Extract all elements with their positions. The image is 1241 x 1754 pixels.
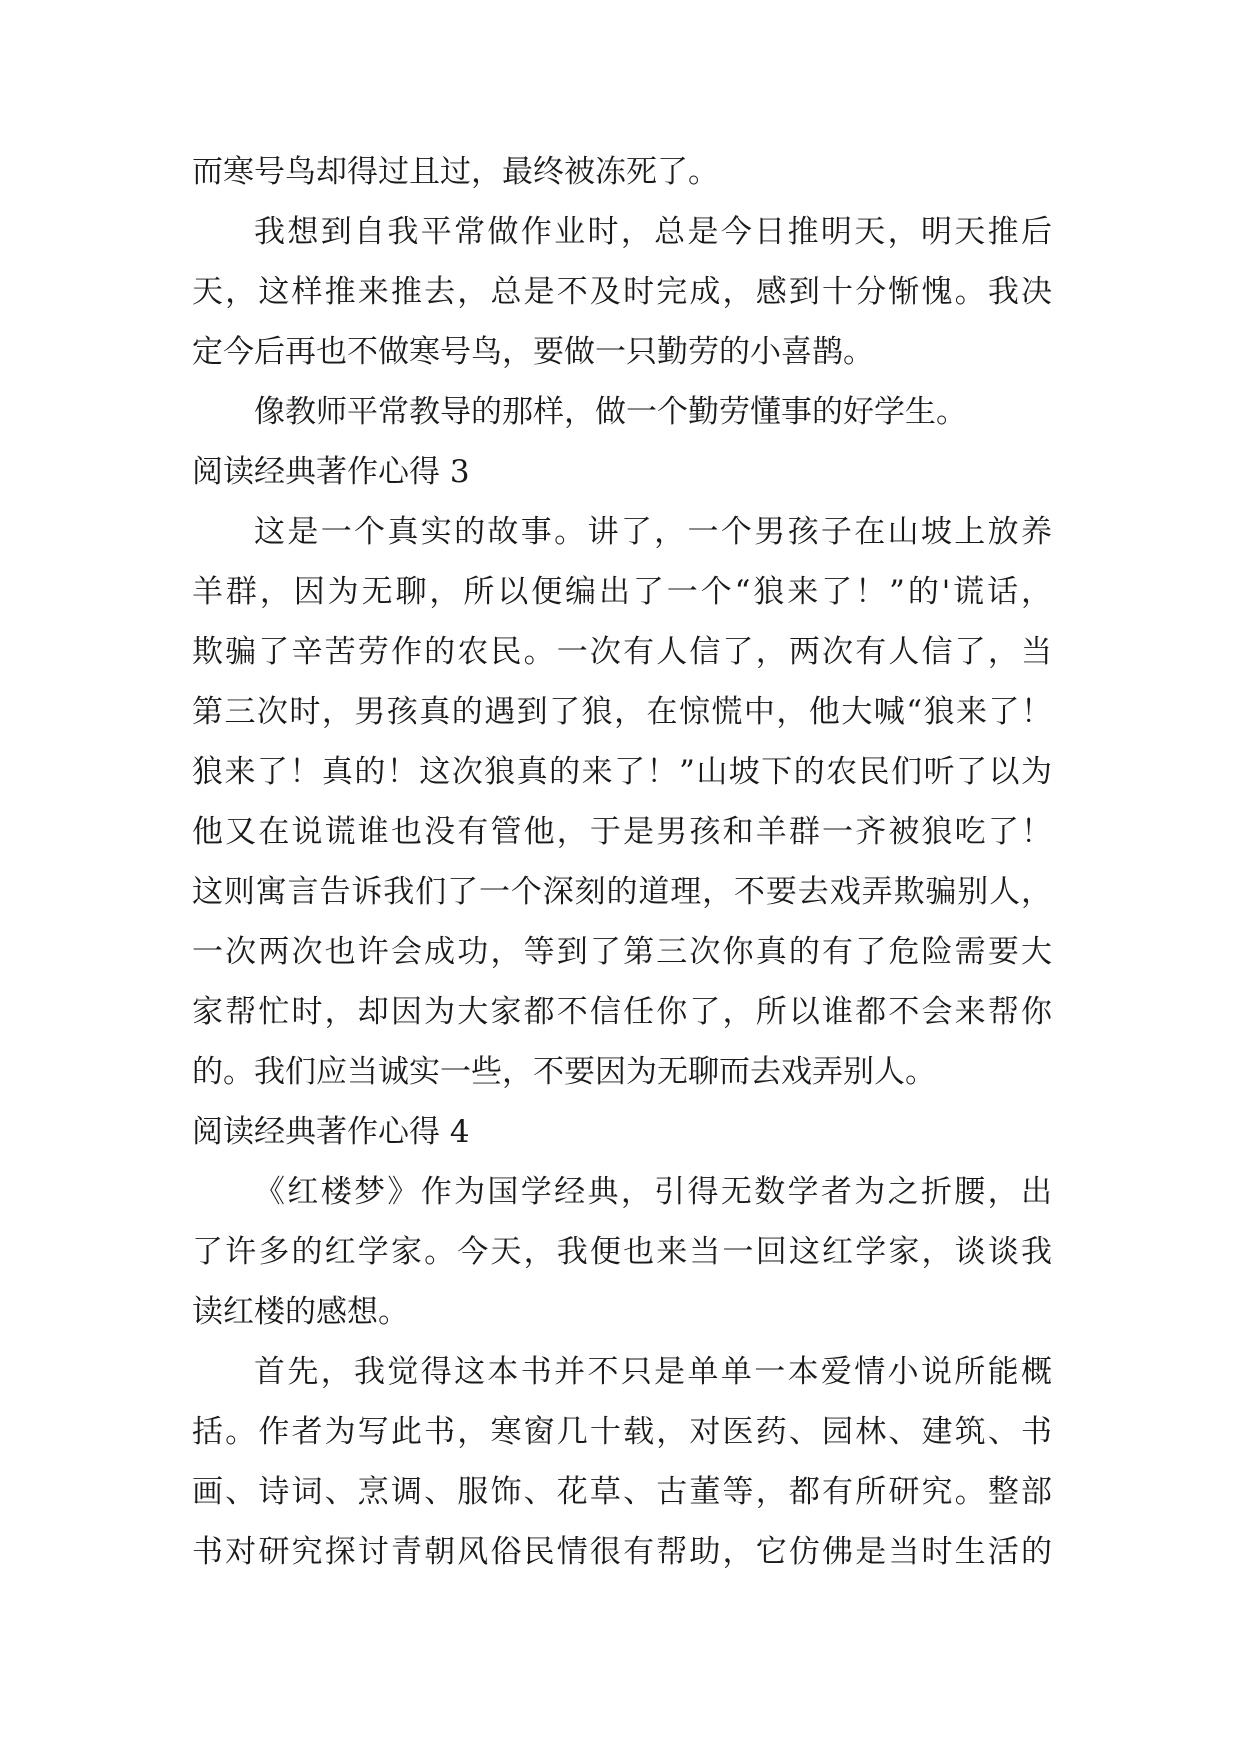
text-line: 画、诗词、烹调、服饰、花草、古董等，都有所研究。整部 [192, 1474, 1052, 1510]
text-line: 读红楼的感想。 [192, 1294, 409, 1330]
paragraph-first-line: 这是一个真实的故事。讲了，一个男孩子在山坡上放养 [254, 514, 1052, 550]
text-line: 家帮忙时，却因为大家都不信任你了，所以谁都不会来帮你 [192, 994, 1052, 1030]
text-line: 一次两次也许会成功，等到了第三次你真的有了危险需要大 [192, 934, 1052, 970]
paragraph-first-line: 像教师平常教导的那样，做一个勤劳懂事的好学生。 [254, 394, 967, 430]
text-line: 天，这样推来推去，总是不及时完成，感到十分惭愧。我决 [192, 274, 1052, 310]
paragraph-first-line: 首先，我觉得这本书并不只是单单一本爱情小说所能概 [254, 1354, 1052, 1390]
paragraph-first-line: 《红楼梦》作为国学经典，引得无数学者为之折腰，出 [254, 1174, 1052, 1210]
text-line: 定今后再也不做寒号鸟，要做一只勤劳的小喜鹊。 [192, 334, 874, 370]
text-line: 这则寓言告诉我们了一个深刻的道理，不要去戏弄欺骗别人， [192, 874, 1052, 910]
text-line: 书对研究探讨青朝风俗民情很有帮助，它仿佛是当时生活的 [192, 1534, 1052, 1570]
text-line: 羊群，因为无聊，所以便编出了一个“狼来了！”的'谎话， [192, 574, 1052, 610]
paragraph-first-line: 我想到自我平常做作业时，总是今日推明天，明天推后 [254, 214, 1052, 250]
text-line: 他又在说谎谁也没有管他，于是男孩和羊群一齐被狼吃了！ [192, 814, 1052, 850]
text-line: 括。作者为写此书，寒窗几十载，对医药、园林、建筑、书 [192, 1414, 1052, 1450]
text-line: 第三次时，男孩真的遇到了狼，在惊慌中，他大喊“狼来了！ [192, 694, 1052, 730]
text-line: 了许多的红学家。今天，我便也来当一回这红学家，谈谈我 [192, 1234, 1052, 1270]
section-heading: 阅读经典著作心得 3 [192, 454, 470, 490]
text-line: 狼来了！真的！这次狼真的来了！”山坡下的农民们听了以为 [192, 754, 1052, 790]
section-heading: 阅读经典著作心得 4 [192, 1114, 470, 1150]
text-line: 而寒号鸟却得过且过，最终被冻死了。 [192, 154, 719, 190]
text-line: 的。我们应当诚实一些，不要因为无聊而去戏弄别人。 [192, 1054, 936, 1090]
text-line: 欺骗了辛苦劳作的农民。一次有人信了，两次有人信了，当 [192, 634, 1052, 670]
